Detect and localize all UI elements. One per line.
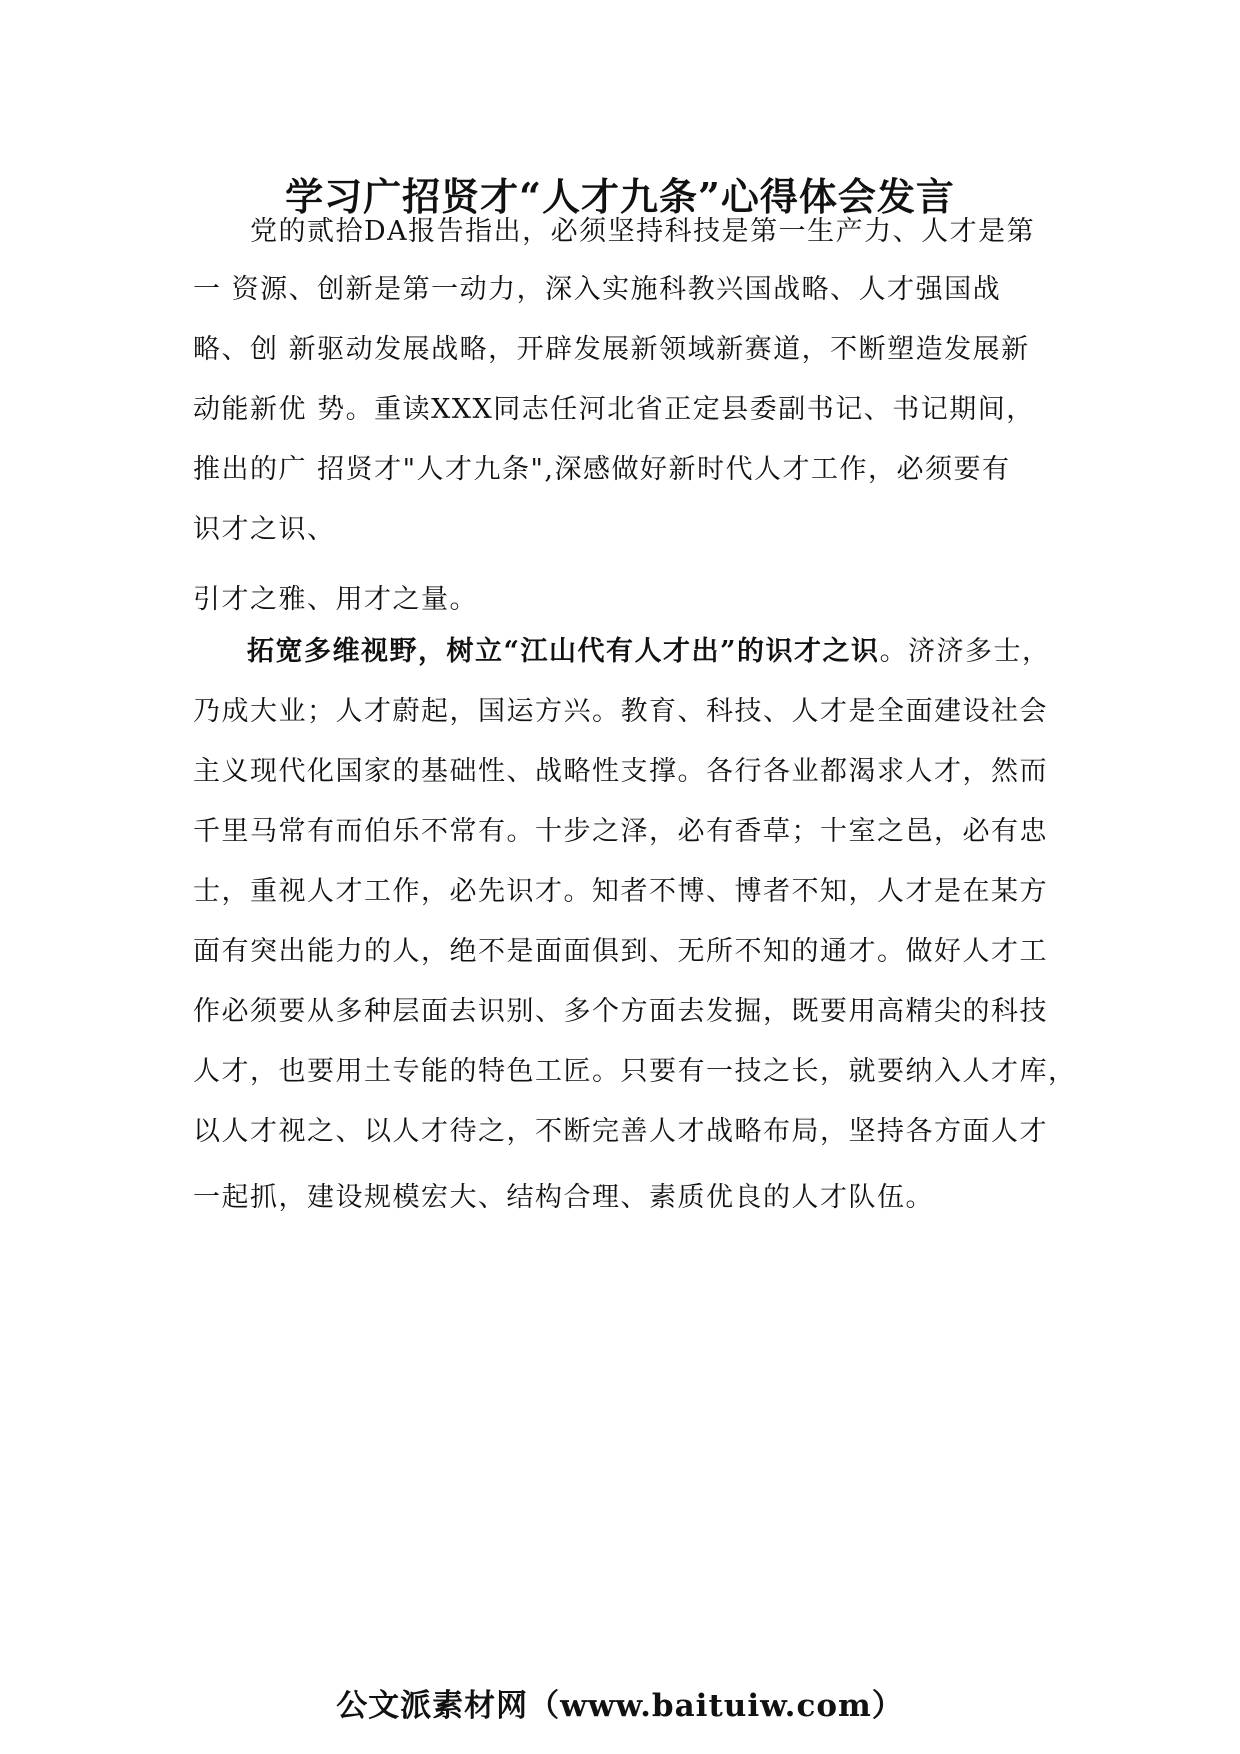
text-line: 千里马常有而伯乐不常有。十步之泽，必有香草；十室之邑，必有忠 bbox=[193, 816, 1048, 847]
paragraph-heading: 拓宽多维视野，树立“江山代有人才出”的识才之识 bbox=[247, 636, 880, 667]
text-line: 一 资源、创新是第一动力，深入实施科教兴国战略、人才强国战 bbox=[193, 274, 1002, 305]
text-line: 略、创 新驱动发展战略，开辟发展新领域新赛道，不断塑造发展新 bbox=[193, 334, 1030, 365]
text-line: 士，重视人才工作，必先识才。知者不博、博者不知，人才是在某方 bbox=[193, 876, 1048, 907]
text-line bbox=[247, 634, 1051, 670]
text-line: 识才之识、 bbox=[193, 514, 336, 545]
text-line: 以人才视之、以人才待之，不断完善人才战略布局，坚持各方面人才 bbox=[193, 1116, 1048, 1147]
text-line: 主义现代化国家的基础性、战略性支撑。各行各业都渴求人才，然而 bbox=[193, 756, 1048, 787]
text-line: 人才，也要用土专能的特色工匠。只要有一技之长，就要纳入人才库， bbox=[193, 1056, 1077, 1087]
text-line: 动能新优 势。重读XXX同志任河北省正定县委副书记、书记期间， bbox=[193, 394, 1035, 425]
text-line: 一起抓，建设规模宏大、结构合理、素质优良的人才队伍。 bbox=[193, 1182, 934, 1213]
text-line: 作必须要从多种层面去识别、多个方面去发掘，既要用高精尖的科技 bbox=[193, 996, 1048, 1027]
text-line: 推出的广 招贤才"人才九条",深感做好新时代人才工作，必须要有 bbox=[193, 454, 1011, 485]
text-run: 。济济多士， bbox=[879, 636, 1051, 667]
text-line: 引才之雅、用才之量。 bbox=[193, 584, 478, 615]
document-title: 学习广招贤才“人才九条”心得体会发言 bbox=[285, 174, 955, 219]
footer-watermark: 公文派素材网（www.baituiw.com） bbox=[336, 1688, 904, 1724]
text-line: 面有突出能力的人，绝不是面面俱到、无所不知的通才。做好人才工 bbox=[193, 936, 1048, 967]
text-line: 党的贰拾DA报告指出，必须坚持科技是第一生产力、人才是第 bbox=[193, 216, 1036, 247]
text-line: 乃成大业；人才蔚起，国运方兴。教育、科技、人才是全面建设社会 bbox=[193, 696, 1048, 727]
